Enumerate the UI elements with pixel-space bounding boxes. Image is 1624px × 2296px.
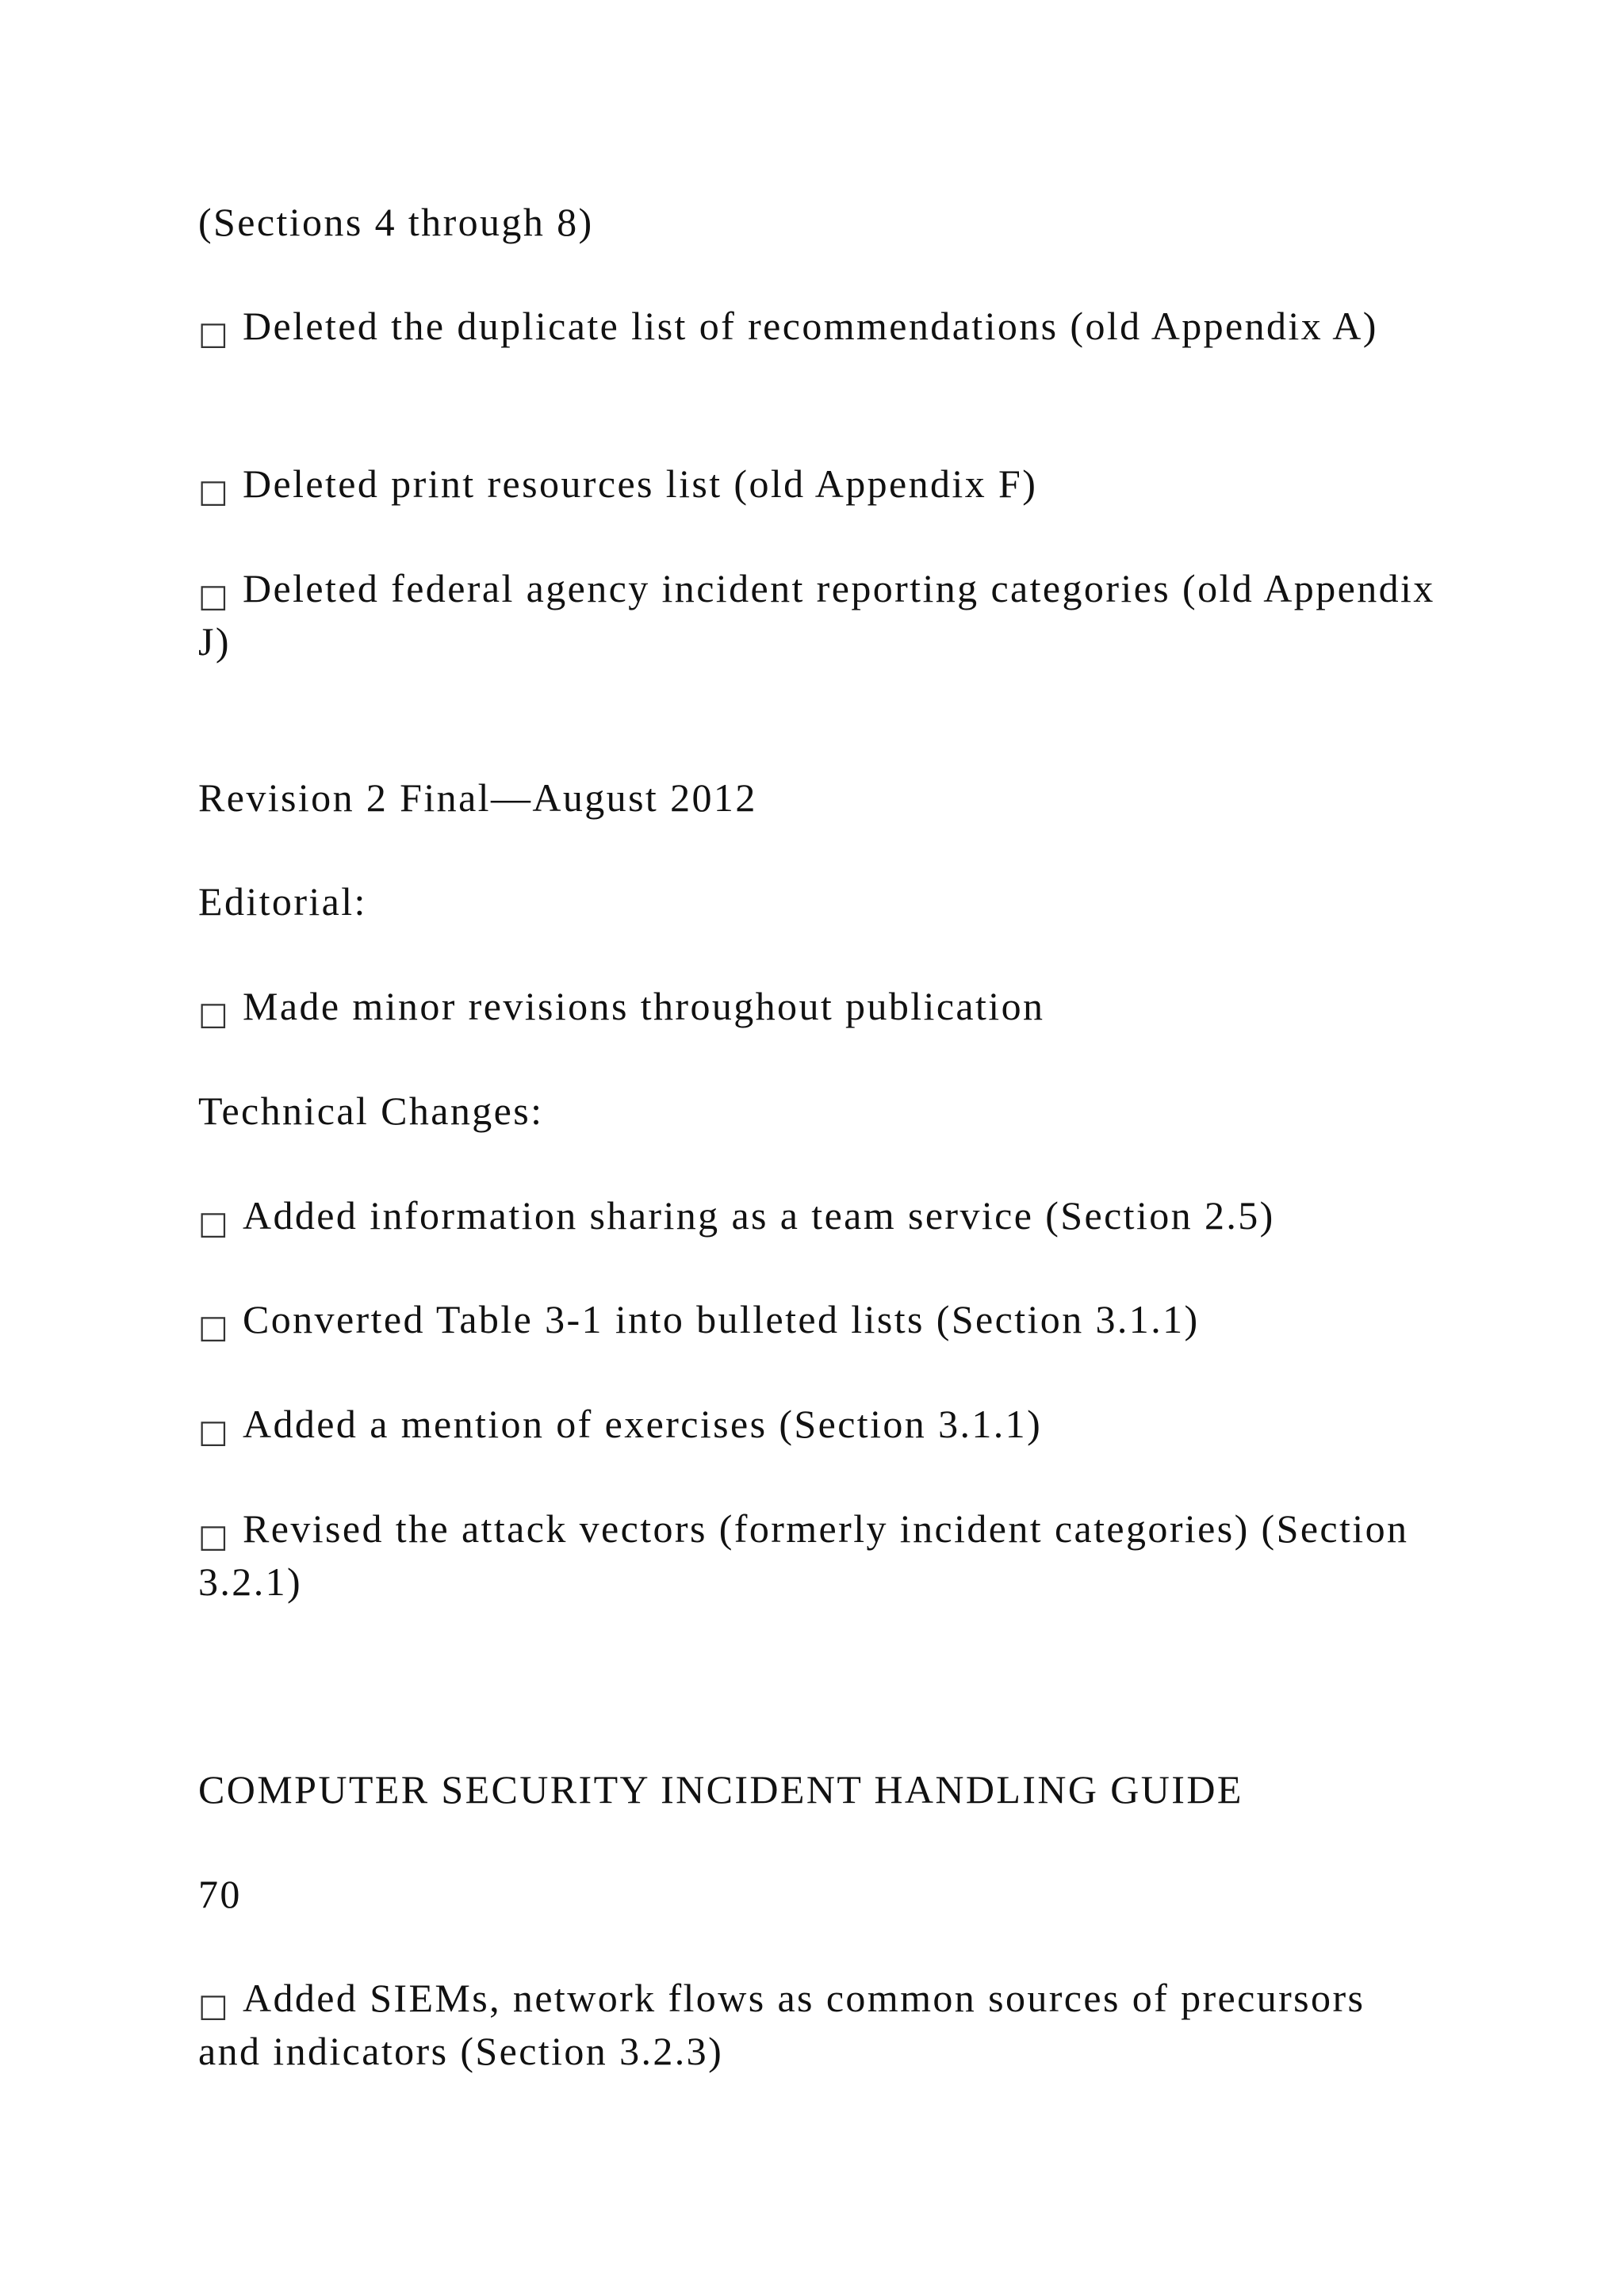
bullet-box-icon: □ (198, 1205, 231, 1242)
bullet-text: Deleted the duplicate list of recommendations (old Appendix A) (243, 304, 1378, 348)
bullet-deleted-recommendations (198, 300, 1435, 353)
bullet-minor-revisions (198, 980, 1435, 1033)
bullet-box-icon: □ (198, 1414, 231, 1450)
sections-note-text: (Sections 4 through 8) (198, 200, 594, 244)
bullet-text: Made minor revisions throughout publication (243, 984, 1045, 1028)
technical-changes-heading (198, 1085, 1435, 1137)
bullet-box-icon: □ (198, 1988, 231, 2024)
bullet-box-icon: □ (198, 996, 231, 1032)
bullet-box-icon: □ (198, 1309, 231, 1345)
revision-heading-text: Revision 2 Final—August 2012 (198, 775, 757, 820)
bullet-converted-table (198, 1293, 1435, 1346)
page-number (198, 1868, 1435, 1920)
bullet-deleted-print-resources (198, 457, 1435, 511)
bullet-text: Revised the attack vectors (formerly incident categories) (Section 3.2.1) (198, 1506, 1421, 1604)
bullet-box-icon: □ (198, 1518, 231, 1555)
bullet-deleted-reporting-categories (198, 562, 1447, 668)
bullet-exercises (198, 1398, 1435, 1451)
editorial-heading-text: Editorial: (198, 879, 367, 924)
bullet-text: Added information sharing as a team service (Section 2.5) (243, 1193, 1275, 1238)
running-header (198, 1763, 1435, 1816)
page-number-text: 70 (198, 1872, 242, 1916)
running-header-text: COMPUTER SECURITY INCIDENT HANDLING GUIDE (198, 1767, 1243, 1812)
bullet-info-sharing (198, 1189, 1435, 1242)
bullet-siems (198, 1972, 1435, 2077)
bullet-attack-vectors (198, 1502, 1435, 1608)
editorial-heading (198, 875, 1435, 928)
technical-changes-heading-text: Technical Changes: (198, 1089, 544, 1133)
revision-heading (198, 771, 1435, 824)
bullet-box-icon: □ (198, 578, 231, 614)
bullet-box-icon: □ (198, 473, 231, 510)
bullet-text: Added a mention of exercises (Section 3.1.1) (243, 1402, 1043, 1446)
bullet-text: Deleted print resources list (old Appendix F) (243, 461, 1038, 506)
bullet-box-icon: □ (198, 316, 231, 352)
bullet-text: Deleted federal agency incident reporting categories (old Appendix J) (198, 566, 1447, 664)
sections-note (198, 196, 1435, 248)
bullet-text: Converted Table 3-1 into bulleted lists (Section 3.1.1) (243, 1297, 1200, 1341)
bullet-text: Added SIEMs, network flows as common sources of precursors and indicators (Section 3.2.3) (198, 1976, 1377, 2073)
